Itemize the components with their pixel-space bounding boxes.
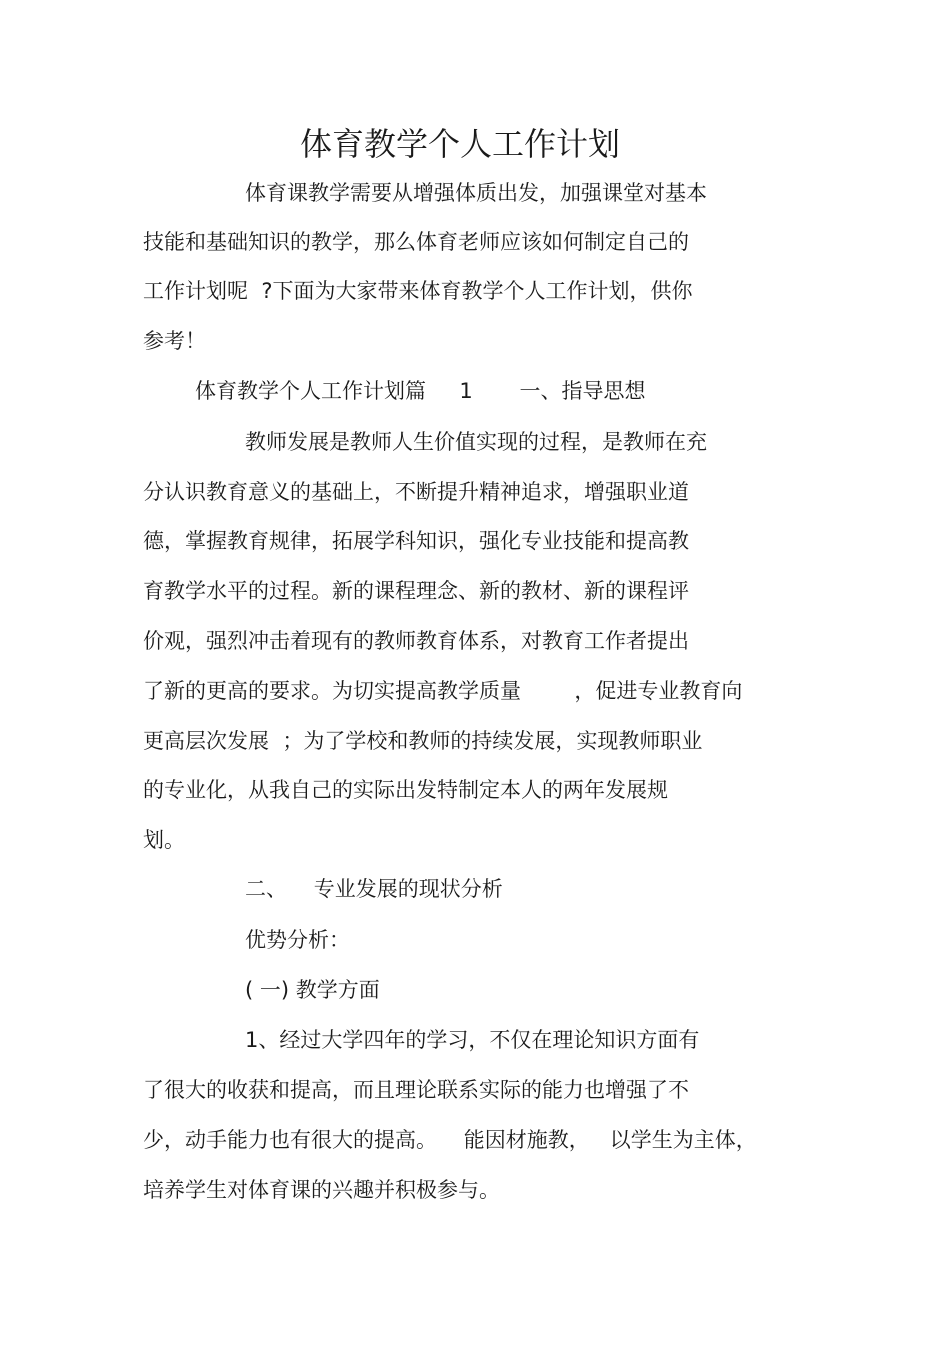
paragraph1-line-9: 划。 <box>143 828 185 852</box>
paragraph1-line-5: 价观，强烈冲击着现有的教师教育体系，对教育工作者提出 <box>143 629 689 653</box>
paragraph1-line-2: 分认识教育意义的基础上，不断提升精神追求，增强职业道 <box>143 480 689 504</box>
sub-heading: ( 一) 教学方面 <box>245 978 380 1002</box>
paragraph1-line-4: 育教学水平的过程。新的课程理念、新的教材、新的课程评 <box>143 579 689 603</box>
paragraph1-line-1: 教师发展是教师人生价值实现的过程，是教师在充 <box>245 430 707 454</box>
paragraph1-line-3: 德，掌握教育规律，拓展学科知识，强化专业技能和提高教 <box>143 529 689 553</box>
paragraph2-line-3: 少，动手能力也有很大的提高。 能因材施教， 以学生为主体， <box>143 1128 757 1152</box>
intro-line-4: 参考！ <box>143 329 206 353</box>
paragraph2-line-4: 培养学生对体育课的兴趣并积极参与。 <box>143 1178 500 1202</box>
document-title: 体育教学个人工作计划 <box>299 125 620 163</box>
heading-2: 二、 专业发展的现状分析 <box>245 877 503 901</box>
advantage-label: 优势分析： <box>245 928 350 952</box>
paragraph2-line-1: 1、经过大学四年的学习，不仅在理论知识方面有 <box>245 1028 700 1052</box>
intro-line-3: 工作计划呢 ?下面为大家带来体育教学个人工作计划，供你 <box>143 279 693 303</box>
paragraph1-line-6: 了新的更高的要求。为切实提高教学质量 ，促进专业教育向 <box>143 679 743 703</box>
paragraph1-line-7: 更高层次发展 ；为了学校和教师的持续发展，实现教师职业 <box>143 729 703 753</box>
section-heading: 体育教学个人工作计划篇 1 一、指导思想 <box>195 379 646 403</box>
intro-line-2: 技能和基础知识的教学，那么体育老师应该如何制定自己的 <box>143 230 689 254</box>
paragraph1-line-8: 的专业化，从我自己的实际出发特制定本人的两年发展规 <box>143 778 668 802</box>
intro-line-1: 体育课教学需要从增强体质出发，加强课堂对基本 <box>245 181 707 205</box>
paragraph2-line-2: 了很大的收获和提高，而且理论联系实际的能力也增强了不 <box>143 1078 689 1102</box>
